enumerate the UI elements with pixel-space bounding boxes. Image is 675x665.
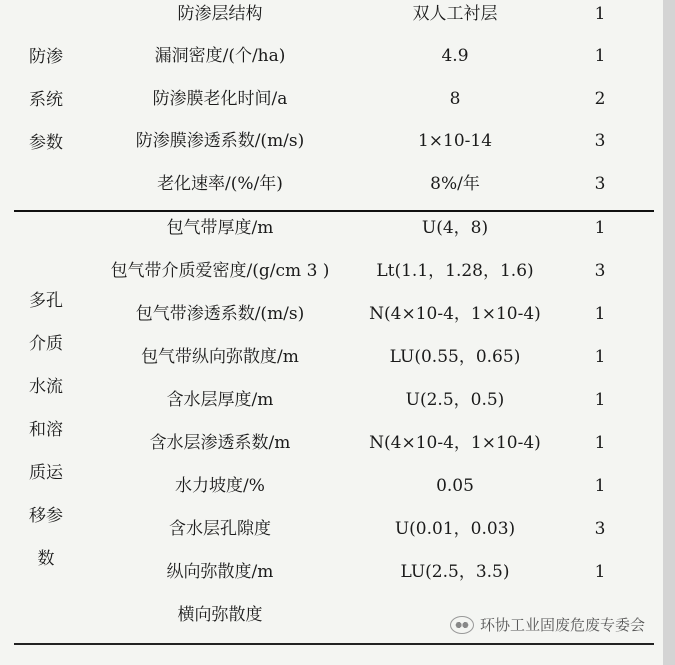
value-cell: 8 xyxy=(449,89,461,109)
param-cell: 防渗膜渗透系数/(m/s) xyxy=(135,131,305,151)
level-cell: 3 xyxy=(594,131,606,151)
value-cell: N(4×10-4，1×10-4) xyxy=(369,433,541,453)
value-cell: 0.05 xyxy=(436,476,474,496)
table-row xyxy=(0,294,660,334)
level-cell: 1 xyxy=(594,390,606,410)
level-cell: 1 xyxy=(594,476,606,496)
param-cell: 含水层孔隙度 xyxy=(169,519,271,539)
table-row xyxy=(0,208,660,248)
value-cell: 8%/年 xyxy=(430,174,480,194)
param-cell: 包气带厚度/m xyxy=(166,218,274,238)
table-row xyxy=(0,380,660,420)
table-bottom-border xyxy=(14,643,654,645)
group-label-line: 系统 xyxy=(29,90,63,110)
value-cell: 1×10-14 xyxy=(417,131,493,151)
group-label-line: 介质 xyxy=(29,334,63,354)
param-cell: 老化速率/(%/年) xyxy=(157,174,283,194)
table-row xyxy=(0,121,660,161)
value-cell: U(2.5，0.5) xyxy=(405,390,505,410)
level-cell: 3 xyxy=(594,261,606,281)
table-row xyxy=(0,552,660,592)
group-label-line: 移参 xyxy=(29,506,63,526)
table-row xyxy=(0,466,660,506)
level-cell: 3 xyxy=(594,519,606,539)
group-label-line: 水流 xyxy=(29,377,63,397)
table-row xyxy=(0,164,660,204)
value-cell: U(0.01，0.03) xyxy=(394,519,516,539)
table-row xyxy=(0,36,660,76)
table-row xyxy=(0,251,660,291)
param-cell: 横向弥散度 xyxy=(177,605,263,625)
table-row xyxy=(0,423,660,463)
value-cell: N(4×10-4，1×10-4) xyxy=(369,304,541,324)
level-cell: 1 xyxy=(594,46,606,66)
level-cell: 1 xyxy=(594,433,606,453)
table-row xyxy=(0,337,660,377)
level-cell: 1 xyxy=(594,218,606,238)
level-cell: 1 xyxy=(594,562,606,582)
value-cell: LU(0.55，0.65) xyxy=(389,347,521,367)
param-cell: 含水层厚度/m xyxy=(166,390,274,410)
table-row xyxy=(0,509,660,549)
group-label-line: 数 xyxy=(37,549,55,569)
level-cell: 1 xyxy=(594,4,606,24)
table-row xyxy=(0,79,660,119)
value-cell: Lt(1.1，1.28，1.6) xyxy=(376,261,534,281)
wechat-icon xyxy=(450,616,474,634)
value-cell: LU(2.5，3.5) xyxy=(400,562,510,582)
param-cell: 包气带渗透系数/(m/s) xyxy=(135,304,305,324)
param-cell: 水力坡度/% xyxy=(175,476,265,496)
group-label-line: 多孔 xyxy=(29,291,63,311)
value-cell: 双人工衬层 xyxy=(412,4,498,24)
group-label-line: 和溶 xyxy=(29,420,63,440)
level-cell: 1 xyxy=(594,304,606,324)
param-cell: 防渗层结构 xyxy=(177,4,263,24)
param-cell: 含水层渗透系数/m xyxy=(149,433,291,453)
watermark-text: 环协工业固废危废专委会 xyxy=(479,616,645,634)
table-row xyxy=(0,0,660,34)
group-label-line: 防渗 xyxy=(29,47,63,67)
value-cell: U(4，8) xyxy=(421,218,489,238)
value-cell: 4.9 xyxy=(441,46,469,66)
level-cell: 2 xyxy=(594,89,606,109)
param-cell: 防渗膜老化时间/a xyxy=(152,89,288,109)
param-cell: 包气带介质爱密度/(g/cm 3 ) xyxy=(110,261,330,281)
param-cell: 漏洞密度/(个/ha) xyxy=(154,46,286,66)
scrollbar-track[interactable] xyxy=(663,0,675,665)
watermark xyxy=(450,614,645,635)
group-label-line: 参数 xyxy=(29,133,63,153)
level-cell: 3 xyxy=(594,174,606,194)
level-cell: 1 xyxy=(594,347,606,367)
group-label-line: 质运 xyxy=(29,463,63,483)
param-cell: 包气带纵向弥散度/m xyxy=(141,347,299,367)
param-cell: 纵向弥散度/m xyxy=(166,562,274,582)
